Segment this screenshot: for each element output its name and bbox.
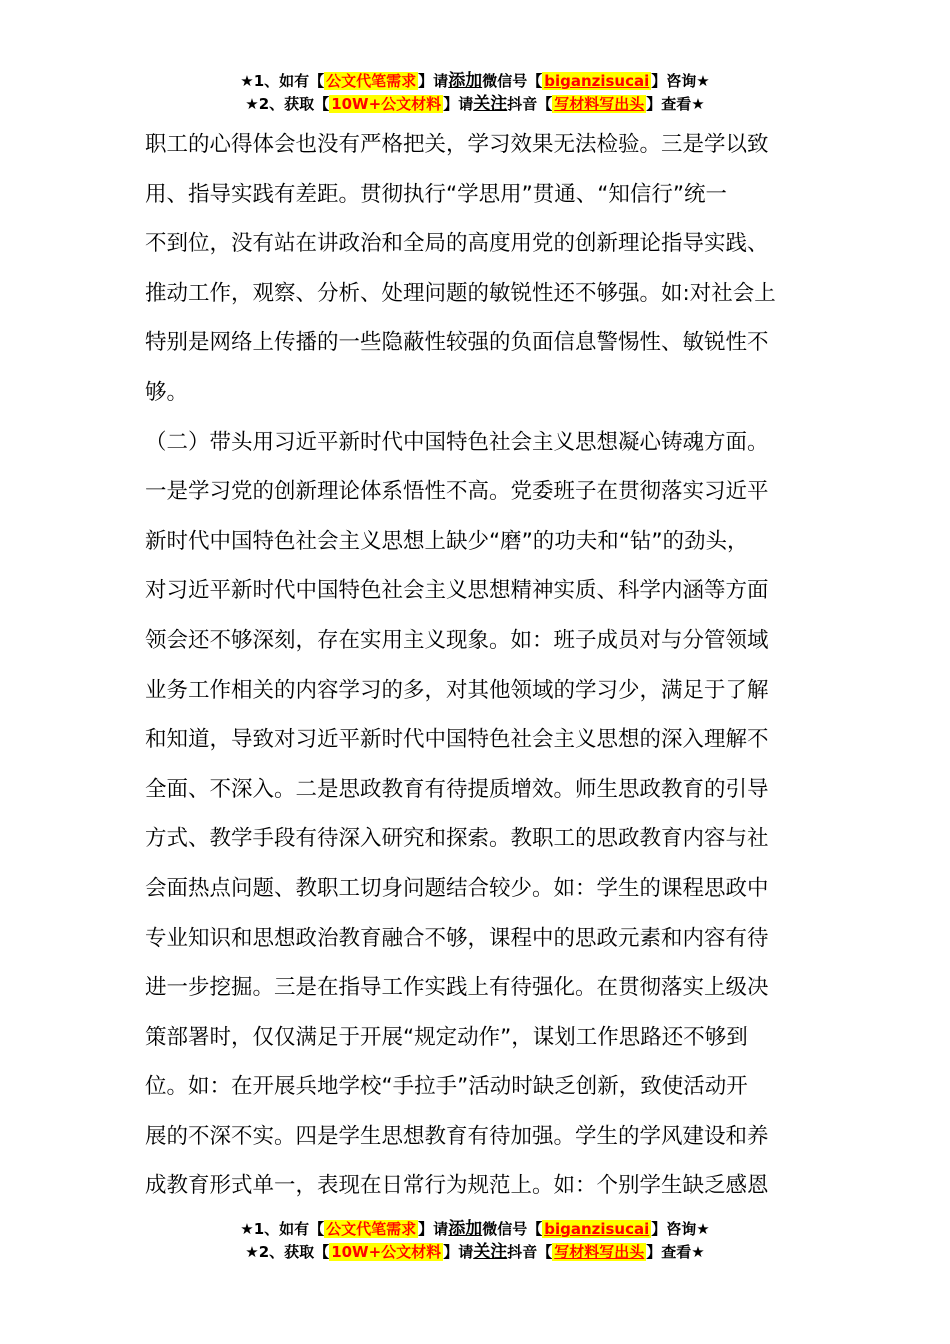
body-line: 一是学习党的创新理论体系悟性不高。党委班子在贯彻落实习近平: [145, 479, 769, 505]
body-line: 成教育形式单一，表现在日常行为规范上。如：个别学生缺乏感恩: [145, 1173, 769, 1199]
banner-highlight: biganzisucai: [544, 72, 650, 90]
banner-highlight: 写材料写出头: [554, 95, 645, 113]
body-line: 对习近平新时代中国特色社会主义思想精神实质、科学内涵等方面: [145, 578, 769, 604]
banner-text: 】请: [443, 1243, 474, 1261]
banner-text: 】请: [418, 72, 449, 90]
banner-text: 】查看★: [646, 1243, 705, 1261]
body-line: 会面热点问题、教职工切身问题结合较少。如：学生的课程思政中: [145, 875, 769, 901]
banner-highlight: 公文代笔需求: [326, 1220, 417, 1238]
banner-text: 微信号【: [482, 72, 543, 90]
banner-underlined: 添加: [448, 71, 483, 91]
body-line: 业务工作相关的内容学习的多，对其他领域的学习少，满足于了解: [145, 677, 769, 703]
body-line: 不到位，没有站在讲政治和全局的高度用党的创新理论指导实践、: [145, 231, 769, 257]
body-line: 进一步挖掘。三是在指导工作实践上有待强化。在贯彻落实上级决: [145, 975, 769, 1001]
body-line: 用、指导实践有差距。贯彻执行“学思用”贯通、“知信行”统一: [145, 181, 728, 207]
body-line: 位。如：在开展兵地学校“手拉手”活动时缺乏创新，致使活动开: [145, 1074, 748, 1100]
banner-line-2: [0, 93, 950, 116]
banner-text: 微信号【: [482, 1220, 543, 1238]
banner-underlined: 关注: [473, 1242, 508, 1262]
banner-text: 】请: [418, 1220, 449, 1238]
body-line: 领会还不够深刻，存在实用主义现象。如：班子成员对与分管领域: [145, 627, 769, 653]
banner-text: 】请: [443, 95, 474, 113]
header-banner: [0, 70, 950, 116]
body-line: 方式、教学手段有待深入研究和探索。教职工的思政教育内容与社: [145, 826, 769, 852]
body-line: 职工的心得体会也没有严格把关，学习效果无法检验。三是学以致: [145, 132, 769, 157]
banner-highlight: 写材料写出头: [554, 1243, 645, 1261]
banner-text: ★2、获取【: [245, 1243, 330, 1261]
banner-line-2: [0, 1241, 950, 1264]
banner-highlight: 10W+公文材料: [331, 1243, 442, 1261]
banner-highlight: biganzisucai: [544, 1220, 650, 1238]
banner-highlight: 公文代笔需求: [326, 72, 417, 90]
body-line: 新时代中国特色社会主义思想上缺少“磨”的功夫和“钻”的劲头，: [145, 528, 749, 554]
document-body: [145, 120, 825, 1211]
body-line: 和知道，导致对习近平新时代中国特色社会主义思想的深入理解不: [145, 727, 769, 753]
body-line: 展的不深不实。四是学生思想教育有待加强。学生的学风建设和养: [145, 1123, 769, 1149]
banner-text: 】查看★: [646, 95, 705, 113]
section-heading: （二）带头用习近平新时代中国特色社会主义思想凝心铸魂方面。: [145, 429, 769, 455]
banner-text: 抖音【: [507, 1243, 553, 1261]
banner-text: 抖音【: [507, 95, 553, 113]
banner-text: ★2、获取【: [245, 95, 330, 113]
body-line: 够。: [145, 379, 189, 405]
banner-text: 】咨询★: [651, 1220, 710, 1238]
banner-text: ★1、如有【: [240, 1220, 325, 1238]
banner-underlined: 关注: [473, 94, 508, 114]
banner-text: ★1、如有【: [240, 72, 325, 90]
banner-text: 】咨询★: [651, 72, 710, 90]
body-line: 特别是网络上传播的一些隐蔽性较强的负面信息警惕性、敏锐性不: [145, 330, 769, 356]
body-line: 推动工作，观察、分析、处理问题的敏锐性还不够强。如:对社会上: [145, 280, 776, 306]
body-line: 策部署时，仅仅满足于开展“规定动作”，谋划工作思路还不够到: [145, 1024, 748, 1050]
banner-line-1: [0, 70, 950, 93]
banner-highlight: 10W+公文材料: [331, 95, 442, 113]
banner-line-1: [0, 1218, 950, 1241]
body-line: 专业知识和思想政治教育融合不够，课程中的思政元素和内容有待: [145, 925, 769, 951]
banner-underlined: 添加: [448, 1219, 483, 1239]
body-line: 全面、不深入。二是思政教育有待提质增效。师生思政教育的引导: [145, 776, 769, 802]
footer-banner: [0, 1218, 950, 1264]
